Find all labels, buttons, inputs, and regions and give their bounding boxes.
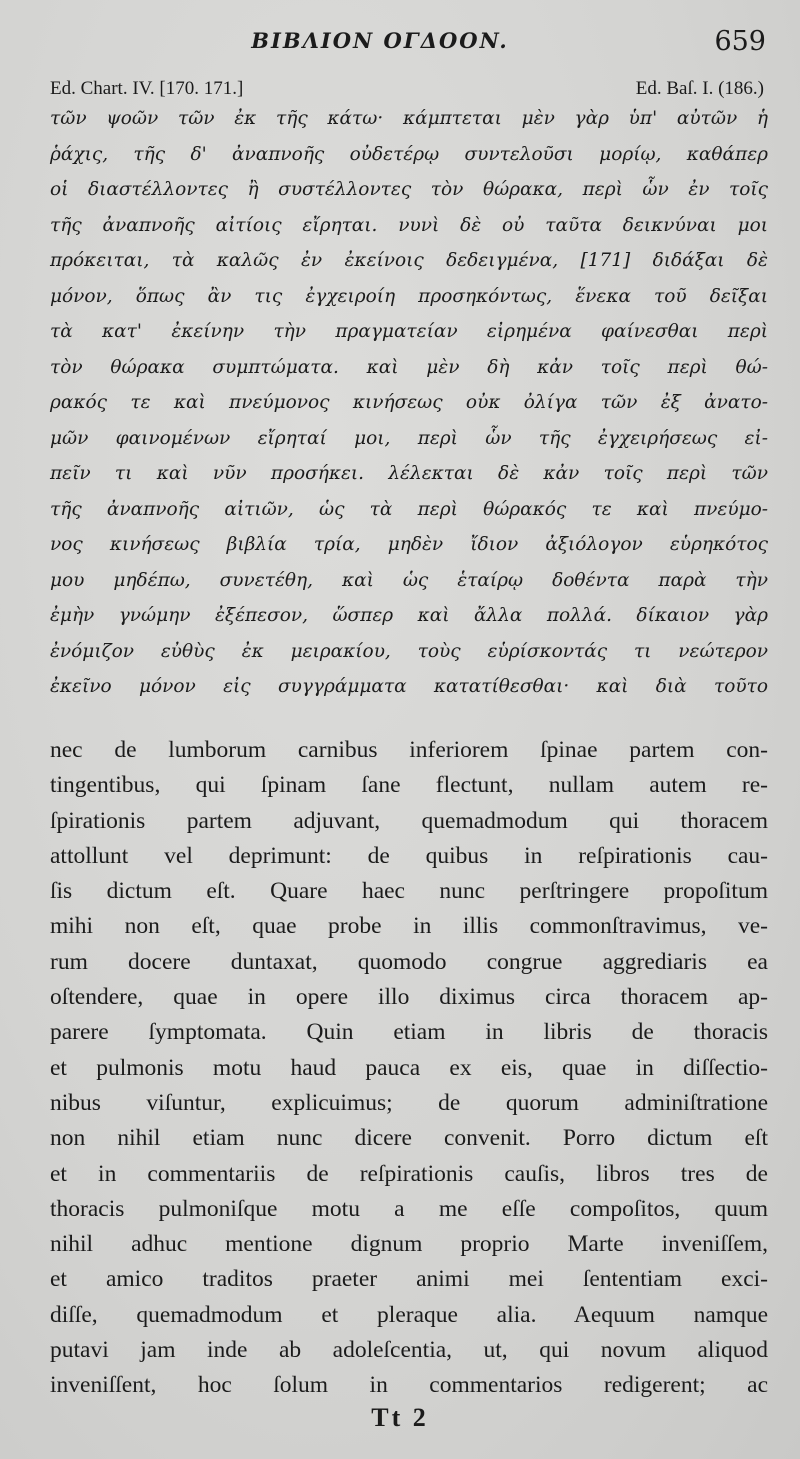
book-title: BIBΛION OΓΔOON. (251, 28, 509, 53)
latin-text-line: attollunt vel deprimunt: de quibus in reſpirationis cau- (50, 842, 768, 869)
latin-text-line: rum docere duntaxat, quomodo congrue aggrediaris ea (50, 948, 768, 975)
latin-text-line: ſpirationis partem adjuvant, quemadmodum qui thoracem (50, 807, 768, 834)
edition-reference-right: Ed. Baſ. I. (186.) (635, 78, 764, 99)
greek-text-line: πεῖν τι καὶ νῦν προσήκει. λέλεκται δὲ κἀν τοῖς περὶ τῶν (50, 463, 768, 484)
greek-text-line: ἐμὴν γνώμην ἐξέπεσον, ὥσπερ καὶ ἄλλα πολλά. δίκαιον γὰρ (50, 605, 768, 626)
latin-text-line: non nihil etiam nunc dicere convenit. Porro dictum eſt (50, 1125, 768, 1152)
latin-text-block (50, 733, 768, 1404)
greek-text-line: ἐκεῖνο μόνον εἰς συγγράμματα κατατίθεσθαι· καὶ διὰ τοῦτο (50, 676, 768, 697)
latin-text-line: et pulmonis motu haud pauca ex eis, quae in diſſectio- (50, 1054, 768, 1081)
greek-text-line: τῆς ἀναπνοῆς αἰτίοις εἴρηται. νυνὶ δὲ οὐ ταῦτα δεικνύναι μοι (50, 214, 768, 236)
greek-text-line: μῶν φαινομένων εἴρηταί μοι, περὶ ὧν τῆς ἐγχειρήσεως εἰ- (50, 427, 768, 449)
latin-text-line: et amico traditos praeter animi mei ſententiam exci- (50, 1266, 768, 1293)
greek-text-line: τὸν θώρακα συμπτώματα. καὶ μὲν δὴ κἀν τοῖς περὶ θώ- (50, 356, 768, 378)
latin-text-line: nibus viſuntur, explicuimus; de quorum adminiſtratione (50, 1089, 768, 1116)
greek-text-line: οἱ διαστέλλοντες ἢ συστέλλοντες τὸν θώρακα, περὶ ὧν ἐν τοῖς (50, 179, 768, 200)
edition-reference-left: Ed. Chart. IV. [170. 171.] (50, 78, 244, 99)
latin-text-line: parere ſymptomata. Quin etiam in libris de thoracis (50, 1019, 768, 1046)
greek-text-line: ῥάχις, τῆς δ' ἀναπνοῆς οὐδετέρῳ συντελοῦσι μορίῳ, καθάπερ (50, 143, 768, 165)
greek-text-block (50, 101, 768, 705)
latin-text-line: tingentibus, qui ſpinam ſane flectunt, nullam autem re- (50, 772, 768, 799)
latin-text-line: ſis dictum eſt. Quare haec nunc perſtringere propoſitum (50, 878, 768, 905)
latin-text-line: nec de lumborum carnibus inferiorem ſpinae partem con- (50, 737, 768, 763)
latin-text-line: mihi non eſt, quae probe in illis commonſtravimus, ve- (50, 913, 768, 940)
latin-text-line: oſtendere, quae in opere illo diximus circa thoracem ap- (50, 984, 768, 1011)
greek-text-line: τῆς ἀναπνοῆς αἰτιῶν, ὡς τὰ περὶ θώρακός τε καὶ πνεύμο- (50, 498, 768, 520)
greek-text-line: μου μηδέπω, συνετέθη, καὶ ὡς ἑταίρῳ δοθέντα παρὰ τὴν (50, 569, 768, 591)
greek-text-line: ἐνόμιζον εὐθὺς ἐκ μειρακίου, τοὺς εὑρίσκοντάς τι νεώτερον (50, 640, 768, 662)
greek-text-line: νος κινήσεως βιβλία τρία, μηδὲν ἴδιον ἀξιόλογον εὑρηκότος (50, 534, 768, 555)
latin-text-line: inveniſſent, hoc ſolum in commentarios redigerent; ac (50, 1372, 768, 1399)
latin-text-line: putavi jam inde ab adoleſcentia, ut, qui novum aliquod (50, 1337, 768, 1364)
greek-text-line: μόνον, ὅπως ἂν τις ἐγχειροίη προσηκόντως, ἕνεκα τοῦ δεῖξαι (50, 285, 768, 307)
greek-text-line: ρακός τε καὶ πνεύμονος κινήσεως οὐκ ὀλίγα τῶν ἐξ ἀνατο- (50, 392, 768, 413)
greek-text-line: πρόκειται, τὰ καλῶς ἐν ἐκείνοις δεδειγμένα, [171] διδάξαι δὲ (50, 250, 768, 271)
running-head (0, 28, 800, 53)
greek-text-line: τὰ κατ' ἐκείνην τὴν πραγματείαν εἰρημένα φαίνεσθαι περὶ (50, 321, 768, 342)
greek-text-line: τῶν ψοῶν τῶν ἐκ τῆς κάτω· κάμπτεται μὲν γὰρ ὑπ' αὐτῶν ἡ (50, 108, 768, 129)
latin-text-line: et in commentariis de reſpirationis cauſis, libros tres de (50, 1160, 768, 1187)
latin-text-line: diſſe, quemadmodum et pleraque alia. Aequum namque (50, 1301, 768, 1328)
latin-text-line: nihil adhuc mentione dignum proprio Marte inveniſſem, (50, 1231, 768, 1258)
page-number: 659 (714, 26, 766, 57)
signature-mark: Tt 2 (371, 1403, 429, 1432)
latin-text-line: thoracis pulmoniſque motu a me eſſe compoſitos, quum (50, 1195, 768, 1222)
